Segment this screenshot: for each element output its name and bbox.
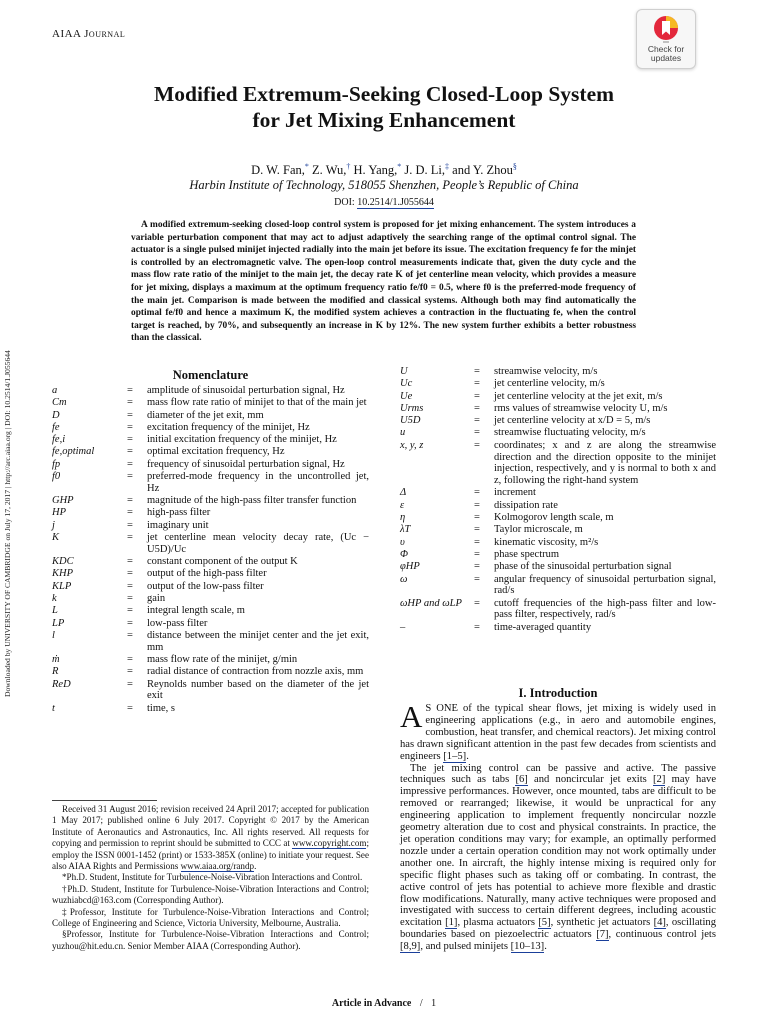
nomenclature-symbol: a (52, 385, 58, 396)
abstract (131, 219, 636, 345)
nomenclature-entry (52, 397, 369, 409)
nomenclature-definition: constant component of the output K (147, 556, 298, 568)
equals-sign: = (127, 580, 133, 592)
nomenclature-definition: angular frequency of sinusoidal perturbation signal, rad/s (494, 573, 716, 597)
nomenclature-symbol: l (52, 629, 55, 641)
nomenclature-symbol: x, y, z (400, 439, 424, 451)
introduction-body (400, 699, 717, 953)
page-footer (0, 998, 768, 1009)
nomenclature-entry (52, 422, 369, 434)
nomenclature-symbol: λT (400, 524, 411, 536)
nomenclature-entry (52, 410, 369, 422)
nomenclature-entry (52, 593, 369, 605)
nomenclature-entry (400, 391, 716, 403)
author-name: H. Yang, (350, 163, 398, 178)
equals-sign: = (474, 487, 480, 499)
nomenclature-entry (52, 654, 369, 666)
equals-sign: = (474, 390, 480, 402)
author-mark[interactable]: § (512, 162, 517, 171)
nomenclature-symbol: LP (52, 617, 65, 629)
nomenclature-entry (400, 549, 716, 561)
introduction-heading: I. Introduction (518, 686, 598, 700)
abstract-text: A modified extremum-seeking closed-loop control system is proposed for jet mixing enhancement. The system introduces a variable perturbation component that may act to adjust adaptively the searching range of the optimal control signal. The actuator is a single pulsed minijet injected radially into the main jet before its issue. The excitation frequency fe for the minjet is controlled by an electromagnetic valve. The open-loop control measurements indicate that, given the duty cycle and the mass flow rate ratio of the minijet to the main jet, the decay rate K of jet centerline mean velocity, which provides a measure for jet mixing, displays a maximum at the optimum frequency ratio fe/f0 = 0.5, where f0 is the preferred-mode frequency of the main jet. Comparison is made between the modified and classical systems. Although both may find automatically the optimal fe/f0 and hence a maximum K, the modified system achieves a contraction in the fluctuating fe, when the control target is reached, by 70%, and subsequently an increase in K by 12%. The new system further exhibits a better robustness than the classical. (131, 220, 636, 344)
equals-sign: = (127, 568, 133, 580)
intro-p2-end: . (544, 941, 547, 953)
nomenclature-definition: kinematic viscosity, m²/s (494, 536, 599, 548)
equals-sign: = (127, 593, 133, 605)
drop-cap: A (400, 699, 423, 734)
equals-sign: = (474, 427, 480, 439)
equals-sign: = (127, 654, 133, 666)
nomenclature-definition: streamwise fluctuating velocity, m/s (494, 427, 646, 439)
nomenclature-symbol: fp (52, 458, 61, 470)
nomenclature-definition: jet centerline velocity at the jet exit, m/s (494, 390, 663, 402)
equals-sign: = (474, 524, 480, 536)
nomenclature-symbol: Urms (400, 402, 424, 414)
nomenclature-entry (52, 446, 369, 458)
nomenclature-definition: mass flow rate ratio of minijet to that of the main jet (147, 397, 367, 409)
received-note (52, 804, 369, 872)
nomenclature-entry (400, 415, 716, 427)
equals-sign: = (474, 536, 480, 548)
nomenclature-symbol: KLP (52, 580, 72, 592)
author-mark[interactable]: * (397, 162, 402, 171)
nomenclature-symbol: KDC (52, 556, 74, 568)
nomenclature-entry (52, 434, 369, 446)
equals-sign: = (127, 629, 133, 641)
nomenclature-symbol: fe,optimal (52, 446, 95, 458)
nomenclature-entry (52, 568, 369, 580)
nomenclature-symbol: GHP (52, 495, 74, 507)
check-for-updates-badge[interactable] (636, 9, 696, 69)
citation-link[interactable]: [8,9] (400, 941, 421, 953)
nomenclature-symbol: j (52, 519, 55, 531)
received-end: . (254, 861, 257, 872)
nomenclature-symbol: HP (52, 507, 66, 519)
nomenclature-entry (400, 487, 716, 499)
nomenclature-symbol: ωHP and ωLP (400, 597, 462, 609)
nomenclature-symbol: KHP (52, 568, 73, 580)
equals-sign: = (474, 415, 480, 427)
nomenclature-right (400, 366, 716, 634)
nomenclature-definition: time, s (147, 702, 175, 714)
equals-sign: = (474, 439, 480, 451)
nomenclature-symbol: U5D (400, 415, 421, 427)
equals-sign: = (127, 617, 133, 629)
nomenclature-symbol: K (52, 532, 60, 544)
nomenclature-definition: radial distance of contraction from nozzle axis, mm (147, 666, 364, 678)
citation-link[interactable]: [5] (538, 917, 551, 929)
nomenclature-entry (52, 520, 369, 532)
nomenclature-symbol: ε (400, 499, 405, 511)
author-mark[interactable]: * (304, 162, 309, 171)
citation-link[interactable]: [4] (653, 917, 666, 929)
nomenclature-symbol: fe (52, 421, 60, 433)
intro-p2-text: and noncircular jet exits (534, 774, 647, 786)
nomenclature-definition: dissipation rate (494, 499, 558, 511)
nomenclature-symbol: ω (400, 573, 408, 585)
nomenclature-definition: excitation frequency of the minijet, Hz (147, 421, 310, 433)
equals-sign: = (127, 409, 133, 421)
paper-title (0, 81, 768, 133)
intro-paragraph-2 (400, 763, 716, 954)
nomenclature-symbol: U (400, 366, 408, 377)
nomenclature-entry (400, 622, 716, 634)
intro-p2-text: , and pulsed minijets (420, 941, 508, 953)
nomenclature-definition: increment (494, 487, 536, 499)
author-mark[interactable]: ‡ (445, 162, 450, 171)
nomenclature-symbol: ReD (52, 678, 71, 690)
nomenclature-definition: amplitude of sinusoidal perturbation signal, Hz (147, 385, 345, 396)
intro-p1-text: S ONE of the typical shear flows, jet mixing is widely used in engineering applications (e.g., in aero and automobile engines, combustion, heat transfer, and chemical reactors). Jet mixing control has drawn significant attention in the past few decades from scientists and engineers (400, 703, 716, 762)
nomenclature-definition: cutoff frequencies of the high-pass filter and low-pass filter, respectively, rad/s (494, 597, 716, 621)
nomenclature-symbol: k (52, 593, 57, 605)
nomenclature-symbol: f0 (52, 471, 61, 483)
nomenclature-entry (400, 427, 716, 439)
nomenclature-entry (52, 581, 369, 593)
equals-sign: = (474, 597, 480, 609)
citation-link[interactable]: [1] (445, 917, 458, 929)
equals-sign: = (127, 397, 133, 409)
page-number: 1 (431, 998, 437, 1009)
nomenclature-definition: magnitude of the high-pass filter transfer function (147, 495, 357, 507)
intro-p2-text: , oscillating boundaries based on piezoelectric actuators (400, 917, 717, 941)
nomenclature-symbol: – (400, 621, 406, 633)
nomenclature-definition: initial excitation frequency of the minijet, Hz (147, 434, 337, 446)
equals-sign: = (127, 471, 133, 483)
equals-sign: = (127, 702, 133, 714)
equals-sign: = (474, 573, 480, 585)
copyright-link[interactable]: www.copyright.com (292, 838, 367, 849)
nomenclature-symbol: Δ (400, 487, 407, 499)
equals-sign: = (127, 678, 133, 690)
intro-p2-text: The jet mixing control can be passive and active. The passive techniques such as tabs (400, 762, 716, 786)
nomenclature-symbol: ṁ (52, 654, 60, 666)
nomenclature-symbol: η (400, 512, 406, 524)
nomenclature-definition: optimal excitation frequency, Hz (147, 446, 285, 458)
nomenclature-definition: rms values of streamwise velocity U, m/s (494, 402, 668, 414)
nomenclature-definition: jet centerline velocity at x/D = 5, m/s (494, 415, 651, 427)
nomenclature-definition: jet centerline mean velocity decay rate, (Uc − U5D)/Uc (147, 532, 369, 555)
intro-p1-end: . (466, 750, 469, 762)
nomenclature-entry (52, 459, 369, 471)
nomenclature-definition: high-pass filter (147, 507, 211, 519)
equals-sign: = (127, 421, 133, 433)
nomenclature-definition: mass flow rate of the minijet, g/min (147, 654, 298, 666)
nomenclature-entry (400, 537, 716, 549)
equals-sign: = (127, 605, 133, 617)
nomenclature-definition: integral length scale, m (147, 605, 245, 617)
equals-sign: = (474, 512, 480, 524)
author-name: Z. Wu, (308, 163, 347, 178)
nomenclature-definition: Reynolds number based on the diameter of the jet exit (147, 678, 369, 702)
equals-sign: = (474, 548, 480, 560)
equals-sign: = (474, 402, 480, 414)
bookmark-icon (652, 15, 680, 45)
nomenclature-entry (52, 471, 369, 495)
equals-sign: = (127, 446, 133, 458)
nomenclature-entry (400, 403, 716, 415)
badge-label-line2: updates (650, 53, 682, 63)
nomenclature-entry (52, 679, 369, 703)
nomenclature-entry (400, 574, 716, 598)
received-mid: ; employ the ISSN 0001-1452 (print) or 1533-385X (online) to initiate your request. See also AIAA Rights and Permissions (52, 838, 369, 872)
nomenclature-entry (52, 618, 369, 630)
nomenclature-definition: phase spectrum (494, 548, 560, 560)
aiaa-link[interactable]: www.aiaa.org/randp (180, 861, 255, 872)
nomenclature-definition: jet centerline velocity, m/s (494, 378, 605, 390)
equals-sign: = (127, 434, 133, 446)
journal-name: AIAA Journal (52, 28, 126, 40)
citation-link[interactable]: [2] (653, 774, 666, 786)
nomenclature-entry (400, 561, 716, 573)
nomenclature-entry (52, 630, 369, 654)
nomenclature-symbol: Φ (400, 548, 408, 560)
citation-link[interactable]: [7] (596, 929, 609, 941)
nomenclature-symbol: Cm (52, 397, 67, 409)
equals-sign: = (127, 532, 133, 544)
nomenclature-entry (52, 703, 369, 715)
citation-link[interactable]: [1–5] (443, 750, 467, 762)
footer-separator: / (419, 998, 423, 1009)
download-notice: Downloaded by UNIVERSITY OF CAMBRIDGE on July 17, 2017 | http://arc.aiaa.org | DOI: 10.2514/1.J055644 (3, 350, 12, 697)
equals-sign: = (127, 519, 133, 531)
author-name: D. W. Fan, (251, 163, 305, 178)
title-line-1: Modified Extremum-Seeking Closed-Loop System (153, 82, 615, 106)
nomenclature-entry (52, 507, 369, 519)
citation-link[interactable]: [10–13] (510, 941, 545, 953)
equals-sign: = (127, 495, 133, 507)
nomenclature-symbol: Ue (400, 390, 413, 402)
nomenclature-entry (400, 598, 716, 622)
nomenclature-entry (52, 532, 369, 556)
title-line-2: for Jet Mixing Enhancement (252, 108, 516, 132)
nomenclature-symbol: L (52, 605, 58, 617)
nomenclature-definition: imaginary unit (147, 519, 209, 531)
nomenclature-entry (52, 556, 369, 568)
author-mark[interactable]: † (346, 162, 351, 171)
nomenclature-definition: frequency of sinusoidal perturbation signal, Hz (147, 458, 345, 470)
nomenclature-entry (400, 378, 716, 390)
nomenclature-entry (400, 440, 716, 487)
equals-sign: = (127, 666, 133, 678)
nomenclature-definition: Taylor microscale, m (494, 524, 583, 536)
badge-label-line1: Check for (647, 44, 685, 54)
nomenclature-symbol: φHP (400, 561, 420, 573)
nomenclature-title: Nomenclature (172, 368, 249, 382)
nomenclature-symbol: D (52, 409, 60, 421)
nomenclature-entry (52, 385, 369, 397)
nomenclature-symbol: fe,i (52, 434, 66, 446)
nomenclature-definition: distance between the minijet center and the jet exit, mm (147, 629, 369, 653)
footnote-3: ‡Professor, Institute for Turbulence-Noise-Vibration Interactions and Control; College of Engineering and Science, Victoria University, Melbourne, Australia. (52, 906, 369, 929)
equals-sign: = (127, 507, 133, 519)
received-text: Received 31 August 2016; revision received 24 April 2017; accepted for publication 1 May 2017; published online 6 July 2017. Copyright © 2017 by the American Institute of Aeronautics and Astronautics, Inc. All rights reserved. All requests for copying and permission to reprint should be submitted to CCC at (52, 804, 369, 849)
intro-p2-text: , synthetic jet actuators (550, 917, 651, 929)
nomenclature-definition: phase of the sinusoidal perturbation signal (494, 561, 672, 573)
nomenclature-left (52, 385, 369, 715)
author-name: and Y. Zhou (449, 163, 513, 178)
nomenclature-definition: diameter of the jet exit, mm (147, 409, 264, 421)
nomenclature-entry (52, 666, 369, 678)
nomenclature-symbol: t (52, 702, 55, 714)
equals-sign: = (474, 561, 480, 573)
equals-sign: = (127, 458, 133, 470)
nomenclature-definition: gain (147, 593, 166, 605)
nomenclature-definition: streamwise velocity, m/s (494, 366, 598, 377)
nomenclature-definition: preferred-mode frequency in the uncontrolled jet, Hz (147, 471, 369, 494)
nomenclature-definition: Kolmogorov length scale, m (494, 512, 614, 524)
nomenclature-symbol: υ (400, 536, 405, 548)
affiliation: Harbin Institute of Technology, 518055 Shenzhen, People’s Republic of China (189, 178, 579, 192)
nomenclature-entry (400, 524, 716, 536)
footnote-4: §Professor, Institute for Turbulence-Noise-Vibration Interactions and Control; yuzhou@hit.edu.cn. Senior Member AIAA (Corresponding Author). (52, 929, 369, 951)
nomenclature-entry (400, 500, 716, 512)
intro-p2-text: may have impressive performances. However, once mounted, tabs are difficult to be removed or rearranged; likewise, it would be unpractical for any engineering application to implement frequently noncircular nozzle geometry alteration due to cost and physical constraints. In practice, the jet operation conditions may vary; for example, an optimally performed nozzle under a certain operation condition may not work optimally under another one. In aircraft, the highly intense mixing is required only for specific flight phases such as taking off or combating. In contrast, the active control of jets has potential to achieve more flexible and drastic flow modifications. Naturally, many active techniques were proposed and investigated with success to certain different degrees, including acoustic excitation (400, 774, 717, 929)
nomenclature-entry (52, 495, 369, 507)
author-list (0, 162, 768, 178)
intro-paragraph-1 (400, 699, 716, 763)
nomenclature-entry (52, 605, 369, 617)
equals-sign: = (127, 385, 133, 396)
nomenclature-entry (400, 366, 716, 378)
intro-p2-text: , continuous control jets (608, 929, 716, 941)
equals-sign: = (474, 621, 480, 633)
author-name: J. D. Li, (401, 163, 446, 178)
intro-p2-text: , plasma actuators (457, 917, 535, 929)
footnotes (52, 804, 369, 952)
equals-sign: = (474, 499, 480, 511)
nomenclature-definition: low-pass filter (147, 617, 208, 629)
download-sidebar (1, 302, 15, 697)
nomenclature-definition: output of the high-pass filter (147, 568, 267, 580)
nomenclature-definition: output of the low-pass filter (147, 580, 264, 592)
nomenclature-symbol: Uc (400, 378, 413, 390)
doi-link[interactable]: 10.2514/1.J055644 (357, 197, 434, 208)
nomenclature-definition: time-averaged quantity (494, 621, 592, 633)
nomenclature-symbol: u (400, 427, 406, 439)
nomenclature-definition: coordinates; x and z are along the streamwise direction and the direction opposite to the minijet injection, respectively, and y is normal to both x and z, following the right-hand system (494, 439, 716, 487)
nomenclature-entry (400, 512, 716, 524)
doi-line (0, 197, 768, 208)
article-in-advance-label: Article in Advance (331, 998, 412, 1009)
doi-label: DOI: (334, 197, 355, 208)
nomenclature-symbol: R (52, 666, 59, 678)
equals-sign: = (474, 378, 480, 390)
equals-sign: = (127, 556, 133, 568)
footnote-rule (52, 800, 157, 801)
citation-link[interactable]: [6] (515, 774, 528, 786)
footnote-1: *Ph.D. Student, Institute for Turbulence-Noise-Vibration Interactions and Control. (62, 872, 363, 883)
footnote-2: †Ph.D. Student, Institute for Turbulence-Noise-Vibration Interactions and Control; wuzhiabcd@163.com (Corresponding Author). (52, 883, 369, 906)
equals-sign: = (474, 366, 480, 377)
